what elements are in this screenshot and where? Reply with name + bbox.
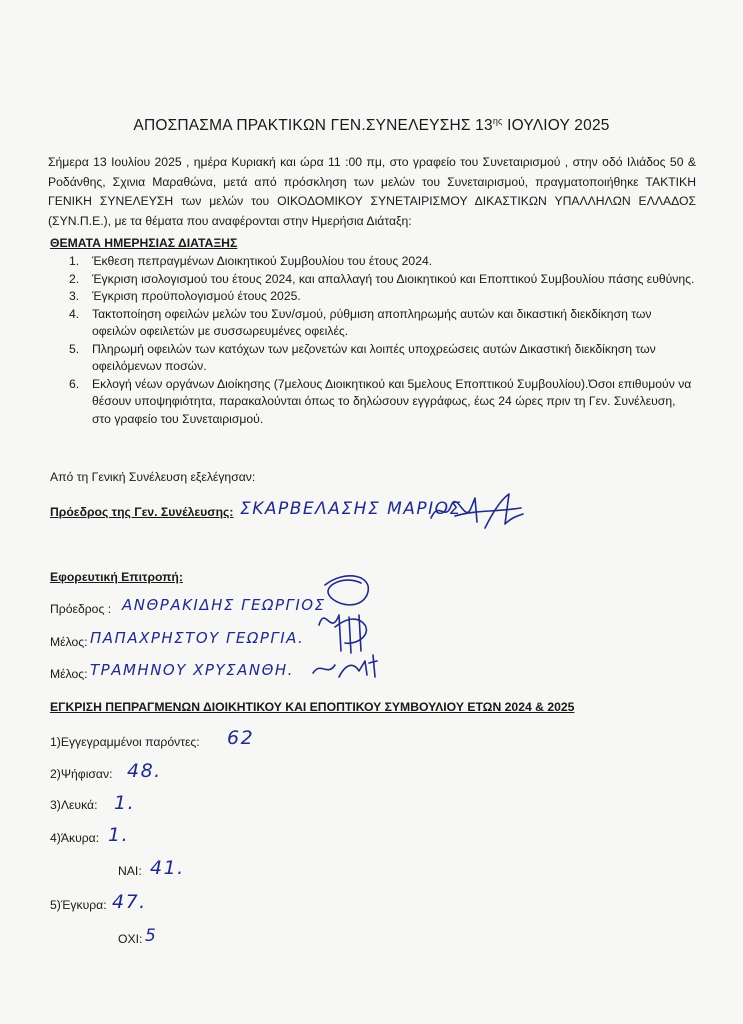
- agenda-item: [66, 271, 696, 289]
- agenda-item-number: 1.: [69, 254, 80, 268]
- agenda-item: [66, 288, 696, 306]
- agenda-item-text: Τακτοποίηση οφειλών μελών του Συν/σμού, ρύθμιση αποπληρωμής αυτών και δικαστική διεκδίκηση των οφειλών οφειλετών με συσσωρευμένες οφειλές.: [92, 306, 652, 338]
- chair-label: Πρόεδρος της Γεν. Συνέλευσης:: [50, 505, 234, 519]
- agenda-item-number: 6.: [69, 376, 80, 391]
- no-label: ΟΧΙ:: [118, 932, 143, 946]
- agenda-item-text: Έγκριση προϋπολογισμού έτους 2025.: [92, 289, 301, 303]
- agenda-item: [66, 341, 696, 376]
- title-main: ΑΠΟΣΠΑΣΜΑ ΠΡΑΚΤΙΚΩΝ ΓΕΝ.ΣΥΝΕΛΕΥΣΗΣ 13: [133, 117, 493, 134]
- valid-value: 47.: [112, 891, 147, 913]
- no-value: 5: [145, 926, 158, 946]
- intro-paragraph: [48, 153, 696, 231]
- agenda-heading: ΘΕΜΑΤΑ ΗΜΕΡΗΣΙΑΣ ΔΙΑΤΑΞΗΣ: [50, 236, 238, 250]
- committee-heading: Εφορευτική Επιτροπή:: [50, 570, 183, 584]
- valid-label: 5)Έγκυρα:: [50, 898, 107, 912]
- agenda-item: [66, 376, 696, 429]
- invalid-label: 4)Άκυρα:: [50, 831, 100, 845]
- agenda-item-text: Έγκριση ισολογισμού του έτους 2024, και απαλλαγή του Διοικητικού και Εποπτικού Συμβουλίου πάσης ευθύνης.: [92, 271, 695, 286]
- invalid-value: 1.: [108, 824, 130, 846]
- approval-heading: ΕΓΚΡΙΣΗ ΠΕΠΡΑΓΜΕΝΩΝ ΔΙΟΙΚΗΤΙΚΟΥ ΚΑΙ ΕΠΟΠΤΙΚΟΥ ΣΥΜΒΟΥΛΙΟΥ ΕΤΩΝ 2024 & 2025: [50, 700, 575, 714]
- voted-value: 48.: [127, 760, 162, 782]
- blank-label: 3)Λευκά:: [50, 798, 98, 812]
- committee-role-president: Πρόεδρος :: [50, 602, 112, 616]
- chair-signature: [425, 488, 525, 536]
- agenda-item: [66, 306, 696, 341]
- yes-value: 41.: [150, 857, 185, 879]
- agenda-item-number: 4.: [69, 306, 80, 321]
- agenda-list: [66, 253, 696, 428]
- document-title: [0, 117, 743, 135]
- title-superscript: ης: [492, 115, 503, 126]
- chair-name-handwritten: ΣΚΑΡΒΕΛΑΣΗΣ ΜΑΡΙΟΣ: [240, 499, 462, 519]
- elected-line: Από τη Γενική Συνέλευση εξελέγησαν:: [50, 470, 256, 484]
- agenda-item-number: 2.: [69, 271, 80, 286]
- title-end: ΙΟΥΛΙΟΥ 2025: [502, 117, 610, 134]
- voted-label: 2)Ψήφισαν:: [50, 767, 113, 781]
- agenda-item-text: Πληρωμή οφειλών των κατόχων των μεζονετών και λοιπές υποχρεώσεις αυτών Δικαστική διεκδίκηση των οφειλόμενων ποσών.: [92, 341, 656, 373]
- agenda-item-number: 5.: [69, 341, 80, 356]
- blank-value: 1.: [114, 792, 136, 814]
- registered-label: 1)Εγγεγραμμένοι παρόντες:: [50, 735, 200, 749]
- yes-label: ΝΑΙ:: [118, 864, 142, 878]
- committee-name-member-1: ΠΑΠΑΧΡΗΣΤΟΥ ΓΕΩΡΓΙΑ.: [90, 629, 305, 647]
- agenda-item-text: Έκθεση πεπραγμένων Διοικητικού Συμβουλίου του έτους 2024.: [92, 254, 433, 268]
- committee-name-president: ΑΝΘΡΑΚΙΔΗΣ ΓΕΩΡΓΙΟΣ: [122, 596, 326, 614]
- registered-value: 62: [227, 727, 255, 749]
- committee-role-member-1: Μέλος:: [50, 635, 88, 649]
- agenda-item-text: Εκλογή νέων οργάνων Διοίκησης (7μελους Διοικητικού και 5μελους Εποπτικού Συμβουλίου).Όσοι επιθυμούν να θέσουν υποψηφιότητα, παρακαλούνται όπως το δηλώσουν εγγράφως, έως 24 ώρες πριν τη Γεν. Συνέλευση, στο γραφείο του Συνεταιρισμού.: [92, 376, 692, 426]
- committee-role-member-2: Μέλος:: [50, 667, 88, 681]
- agenda-item-number: 3.: [69, 289, 80, 303]
- intro-text: Σήμερα 13 Ιουλίου 2025 , ημέρα Κυριακή και ώρα 11 :00 πμ, στο γραφείο του Συνεταιρισμού , στην οδό Ιλιάδος 50 & Ροδάνθης, Σχινια Μαραθώνα, μετά από πρόσκληση των μελών του Συνεταιρισμού, πραγματοποιήθηκε ΤΑΚΤΙΚΗ ΓΕΝΙΚΗ ΣΥΝΕΛΕΥΣΗ των μελών του ΟΙΚΟΔΟΜΙΚΟΥ ΣΥΝΕΤΑΙΡΙΣΜΟΥ ΔΙΚΑΣΤΙΚΩΝ ΥΠΑΛΛΗΛΩΝ ΕΛΛΑΔΟΣ (ΣΥΝ.Π.Ε.), με τα θέματα που αναφέρονται στην Ημερήσια Διάταξη:: [48, 155, 696, 228]
- committee-name-member-2: ΤΡΑΜΗΝΟΥ ΧΡΥΣΑΝΘΗ.: [90, 661, 294, 679]
- committee-signatures: [305, 565, 395, 685]
- agenda-item: [66, 253, 696, 271]
